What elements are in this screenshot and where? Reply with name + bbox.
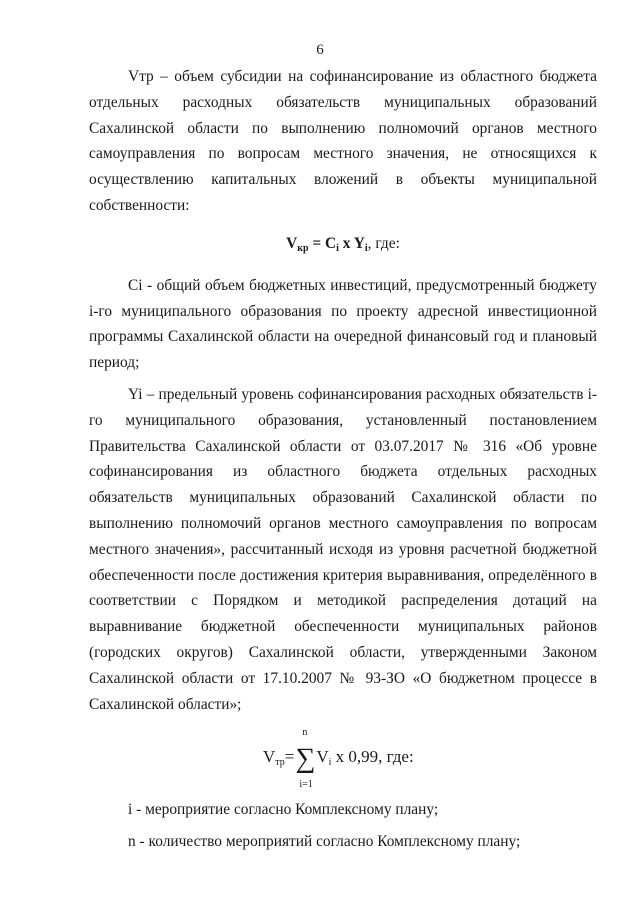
formula-vtr-upper-limit: n — [302, 727, 308, 739]
document-body — [89, 64, 597, 855]
paragraph-yi-definition: Yi – предельный уровень софинансирования расходных обязательств i-го муниципального образования, установленный постановлением Правительства Сахалинской области от 03.07.2017 № 316 «Об уровне софинансирования из областного бюджета отдельных расходных обязательств муниципальных образований Сахалинской области по выполнению полномочий органов местного самоуправления по вопросам местного значения», рассчитанный исходя из уровня расчетной бюджетной обеспеченности после достижения критерия выравнивания, определённого в соответствии с Порядком и методикой распределения дотаций на выравнивание бюджетной обеспеченности муниципальных районов (городских округов) Сахалинской области, утвержденными Законом Сахалинской области от 17.10.2007 № 93-ЗО «О бюджетном процессе в Сахалинской области»; — [89, 385, 597, 713]
formula-vtr-eq: = — [284, 747, 295, 767]
formula-vkp-lhs: V — [286, 234, 298, 252]
formula-vtr-rest: x 0,99, где: — [335, 747, 414, 767]
formula-vkp — [89, 231, 597, 261]
formula-vtr-lhs-sub: тр — [275, 757, 285, 769]
formula-vtr-lower-limit: i=1 — [299, 779, 313, 791]
sigma-symbol — [295, 727, 316, 791]
formula-vkp-tail: , где: — [367, 234, 400, 252]
paragraph-ci-definition: Ci - общий объем бюджетных инвестиций, предусмотренный бюджету i-го муниципального образования по проекту адресной инвестиционной программы Сахалинской области на очередной финансовый год и плановый период; — [89, 276, 597, 372]
definition-i: i - мероприятие согласно Комплексному плану; — [128, 801, 439, 819]
formula-vtr-term-sub: i — [328, 757, 332, 769]
formula-vkp-rhs: = C — [308, 234, 337, 252]
formula-vkp-lhs-sub: кр — [297, 242, 309, 254]
page-number: 6 — [316, 42, 324, 58]
formula-vtr-lhs: V — [263, 747, 276, 767]
formula-vtr-term: V — [316, 747, 329, 767]
formula-vkp-mid: x Y — [338, 234, 365, 252]
formula-vkp-end-sub: i — [364, 242, 368, 254]
formula-vtr-sigma: ∑ — [295, 743, 316, 775]
definition-n: n - количество мероприятий согласно Комплексному плану; — [128, 833, 521, 851]
formula-vkp-rhs-sub: i — [336, 242, 339, 254]
formula-vtr — [89, 723, 597, 791]
paragraph-vtr-definition: Vтр – объем субсидии на софинансирование из областного бюджета отдельных расходных обязательств муниципальных образований Сахалинской области по выполнению полномочий органов местного самоуправления по вопросам местного значения, не относящихся к осуществлению капитальных вложений в объекты муниципальной собственности: — [89, 68, 597, 214]
